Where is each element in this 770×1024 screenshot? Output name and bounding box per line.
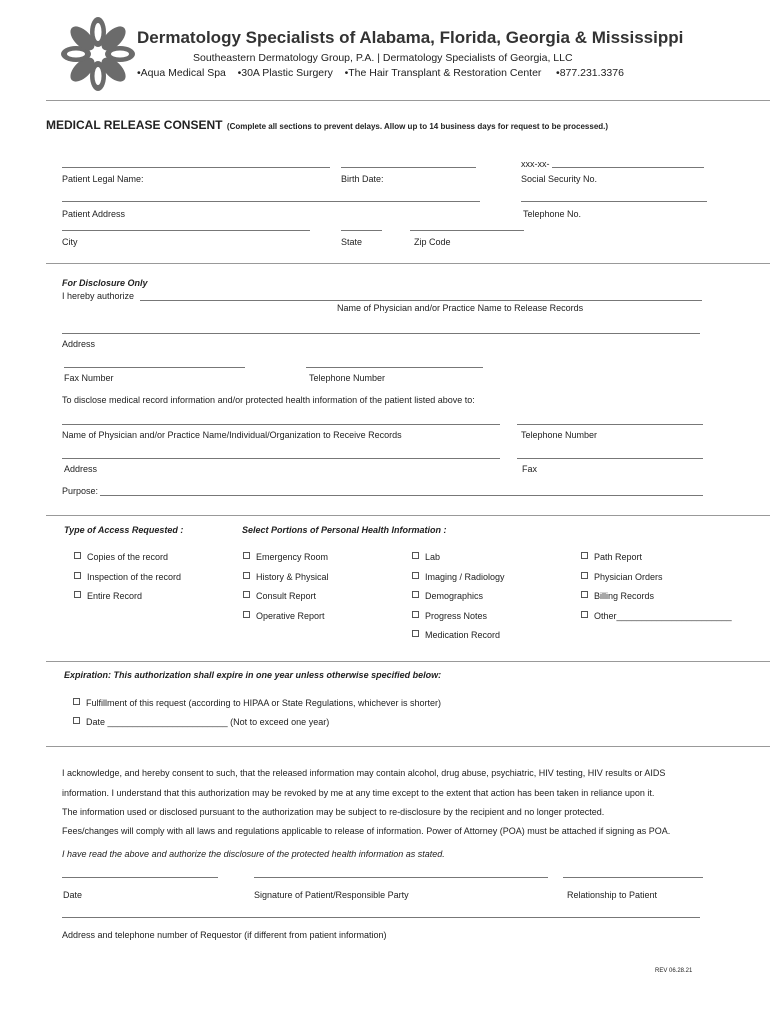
birth-date-field[interactable] — [341, 167, 476, 168]
affiliate-phone: •877.231.3376 — [556, 67, 624, 79]
org-subtitle: Southeastern Dermatology Group, P.A. | Dermatology Specialists of Georgia, LLC — [193, 52, 573, 64]
recipient-telephone-label: Telephone Number — [521, 430, 598, 440]
affiliate-list — [137, 67, 624, 79]
ack-paragraph-2: information. I understand that this authorization may be revoked by me at any time except to the extent that action has been taken in reliance upon it. — [62, 788, 655, 798]
relationship-label: Relationship to Patient — [567, 890, 658, 900]
expiration-heading: Expiration: This authorization shall expire in one year unless otherwise specified below: — [64, 670, 442, 680]
checkbox-icon[interactable] — [243, 611, 250, 618]
checkbox-icon[interactable] — [73, 698, 80, 705]
city-field[interactable] — [62, 230, 310, 231]
checkbox-icon[interactable] — [412, 552, 419, 559]
section-divider-1 — [46, 263, 770, 264]
patient-telephone-label: Telephone No. — [523, 209, 582, 219]
checkbox-icon[interactable] — [243, 552, 250, 559]
relationship-field[interactable] — [563, 877, 703, 878]
org-title: Dermatology Specialists of Alabama, Florida, Georgia & Mississippi — [137, 28, 684, 47]
checkbox-expiration-date[interactable]: Date ________________________ (Not to exceed one year) — [73, 717, 329, 727]
purpose-label: Purpose: — [62, 486, 99, 496]
form-title: MEDICAL RELEASE CONSENT — [46, 118, 223, 132]
checkbox-fulfillment[interactable]: Fulfillment of this request (according to HIPAA or State Regulations, whichever is shorter) — [73, 698, 441, 708]
flower-logo-icon — [60, 16, 136, 92]
checkbox-icon[interactable] — [412, 630, 419, 637]
release-address-label: Address — [62, 339, 96, 349]
patient-address-field[interactable] — [62, 201, 480, 202]
patient-telephone-field[interactable] — [521, 201, 707, 202]
ack-italic-line: I have read the above and authorize the disclosure of the protected health information as stated. — [62, 849, 445, 859]
checkbox-icon[interactable] — [581, 572, 588, 579]
purpose-field[interactable] — [100, 495, 703, 496]
recipient-address-field[interactable] — [62, 458, 500, 459]
recipient-fax-field[interactable] — [517, 458, 703, 459]
recipient-name-field[interactable] — [62, 424, 500, 425]
section-divider-4 — [46, 746, 770, 747]
signature-date-label: Date — [63, 890, 83, 900]
checkbox-icon[interactable] — [74, 591, 81, 598]
signature-field[interactable] — [254, 877, 548, 878]
state-label: State — [341, 237, 363, 247]
checkbox-icon[interactable] — [73, 717, 80, 724]
checkbox-path-report[interactable]: Path Report — [581, 552, 642, 562]
release-telephone-field[interactable] — [306, 367, 483, 368]
checkbox-other[interactable]: Other_______________________ — [581, 611, 732, 621]
form-instructions: (Complete all sections to prevent delays. Allow up to 14 business days for request to be processed.) — [226, 122, 609, 131]
access-type-heading: Type of Access Requested : — [64, 525, 184, 535]
requestor-field[interactable] — [62, 917, 700, 918]
checkbox-medication-record[interactable]: Medication Record — [412, 630, 500, 640]
checkbox-inspection[interactable]: Inspection of the record — [74, 572, 181, 582]
checkbox-icon[interactable] — [243, 591, 250, 598]
release-address-field[interactable] — [62, 333, 700, 334]
ssn-field[interactable] — [552, 167, 704, 168]
checkbox-consult-report[interactable]: Consult Report — [243, 591, 316, 601]
authorize-text: I hereby authorize — [62, 291, 135, 301]
section-divider-2 — [46, 515, 770, 516]
patient-name-field[interactable] — [62, 167, 330, 168]
recipient-telephone-field[interactable] — [517, 424, 703, 425]
release-physician-label: Name of Physician and/or Practice Name to Release Records — [337, 303, 584, 313]
fax-number-label: Fax Number — [64, 373, 114, 383]
checkbox-imaging[interactable]: Imaging / Radiology — [412, 572, 505, 582]
checkbox-physician-orders[interactable]: Physician Orders — [581, 572, 663, 582]
checkbox-icon[interactable] — [412, 591, 419, 598]
checkbox-billing-records[interactable]: Billing Records — [581, 591, 654, 601]
signature-label: Signature of Patient/Responsible Party — [254, 890, 409, 900]
recipient-address-label: Address — [64, 464, 98, 474]
recipient-name-label: Name of Physician and/or Practice Name/Individual/Organization to Receive Records — [62, 430, 402, 440]
recipient-fax-label: Fax — [522, 464, 538, 474]
fax-number-field[interactable] — [64, 367, 245, 368]
affiliate-aqua: •Aqua Medical Spa — [137, 67, 226, 79]
checkbox-icon[interactable] — [581, 552, 588, 559]
affiliate-hair: •The Hair Transplant & Restoration Center — [344, 67, 542, 79]
checkbox-icon[interactable] — [412, 572, 419, 579]
portions-heading: Select Portions of Personal Health Information : — [242, 525, 447, 535]
release-physician-field[interactable] — [140, 300, 702, 301]
ssn-prefix: xxx-xx- — [521, 159, 550, 169]
patient-address-label: Patient Address — [62, 209, 126, 219]
zip-field[interactable] — [410, 230, 524, 231]
checkbox-demographics[interactable]: Demographics — [412, 591, 483, 601]
checkbox-lab[interactable]: Lab — [412, 552, 440, 562]
checkbox-copies[interactable]: Copies of the record — [74, 552, 168, 562]
checkbox-icon[interactable] — [412, 611, 419, 618]
section-divider-3 — [46, 661, 770, 662]
checkbox-icon[interactable] — [74, 572, 81, 579]
checkbox-progress-notes[interactable]: Progress Notes — [412, 611, 487, 621]
ack-paragraph-1: I acknowledge, and hereby consent to such, that the released information may contain alcohol, drug abuse, psychiatric, HIV testing, HIV results or AIDS — [62, 768, 666, 778]
checkbox-operative-report[interactable]: Operative Report — [243, 611, 325, 621]
checkbox-icon[interactable] — [74, 552, 81, 559]
ack-paragraph-3: The information used or disclosed pursuant to the authorization may be subject to re-disclosure by the recipient and no longer protected. — [62, 807, 605, 817]
state-field[interactable] — [341, 230, 382, 231]
zip-label: Zip Code — [414, 237, 451, 247]
birth-date-label: Birth Date: — [341, 174, 384, 184]
disclosure-heading: For Disclosure Only — [62, 278, 148, 288]
signature-date-field[interactable] — [62, 877, 218, 878]
checkbox-history-physical[interactable]: History & Physical — [243, 572, 329, 582]
checkbox-icon[interactable] — [581, 591, 588, 598]
revision-label: REV 06.28.21 — [655, 968, 693, 974]
checkbox-emergency-room[interactable]: Emergency Room — [243, 552, 328, 562]
city-label: City — [62, 237, 78, 247]
release-telephone-label: Telephone Number — [309, 373, 386, 383]
header-divider — [46, 100, 770, 101]
affiliate-30a: •30A Plastic Surgery — [237, 67, 333, 79]
patient-name-label: Patient Legal Name: — [62, 174, 144, 184]
requestor-label: Address and telephone number of Requestor (if different from patient information) — [62, 930, 387, 940]
to-disclose-text: To disclose medical record information and/or protected health information of the patient listed above to: — [62, 395, 475, 405]
form-title-row — [46, 116, 608, 134]
ack-paragraph-4: Fees/changes will comply with all laws and regulations applicable to release of information. Power of Attorney (POA) must be attached if signing as POA. — [62, 826, 671, 836]
ssn-label: Social Security No. — [521, 174, 598, 184]
checkbox-entire-record[interactable]: Entire Record — [74, 591, 142, 601]
checkbox-icon[interactable] — [581, 611, 588, 618]
checkbox-icon[interactable] — [243, 572, 250, 579]
